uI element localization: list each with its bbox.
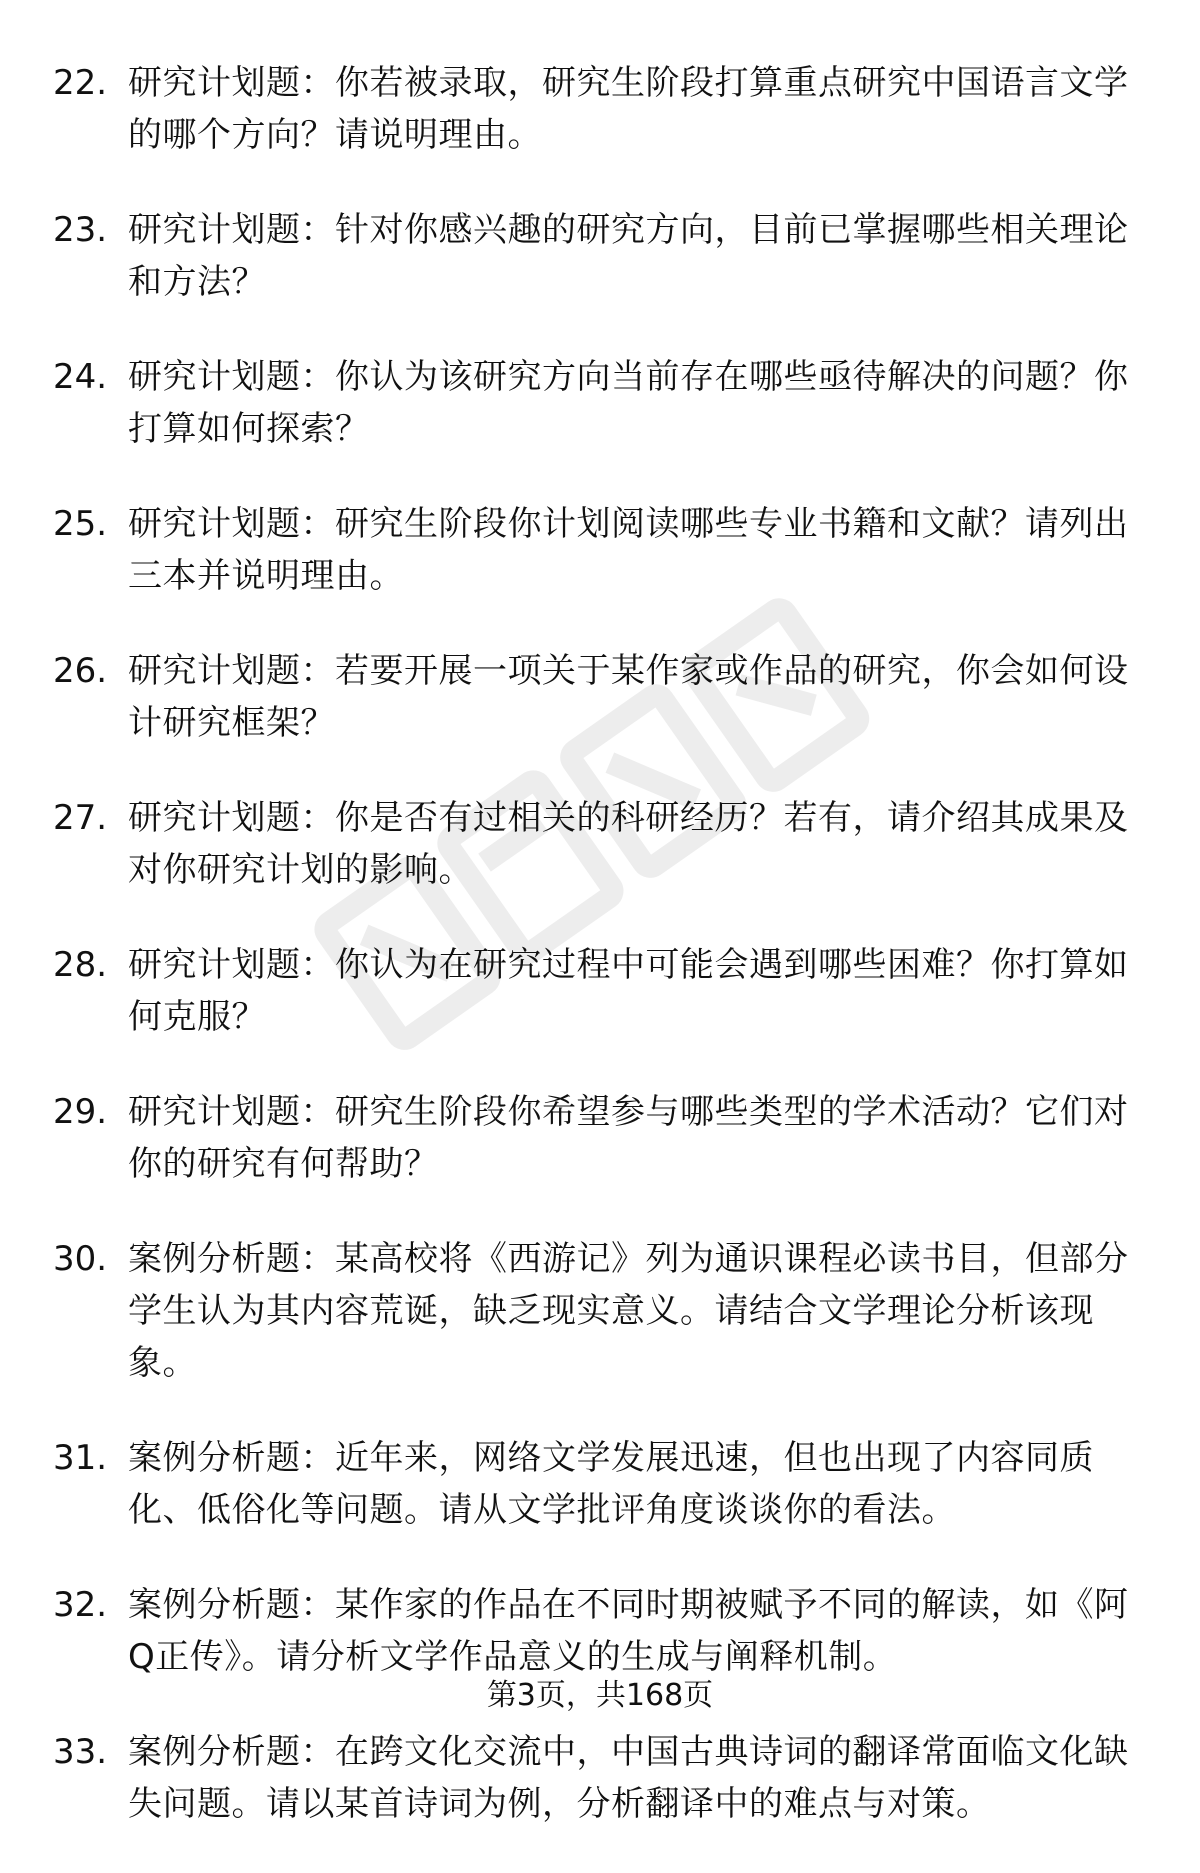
page-footer: 第3页，共168页 xyxy=(486,1678,714,1713)
question-text: 案例分析题：近年来，网络文学发展迅速，但也出现了内容同质化、低俗化等问题。请从文学批评角度谈谈你的看法。 xyxy=(128,1438,1094,1530)
question-text: 案例分析题：某高校将《西游记》列为通识课程必读书目，但部分学生认为其内容荒诞，缺乏现实意义。请结合文学理论分析该现象。 xyxy=(128,1239,1129,1383)
question-number: 30. xyxy=(53,1239,108,1279)
question-number: 27. xyxy=(53,798,108,838)
question-number: 23. xyxy=(53,210,108,250)
question-number: 24. xyxy=(53,357,108,397)
question-item-26 xyxy=(0,645,1200,749)
question-text: 研究计划题：你认为在研究过程中可能会遇到哪些困难？你打算如何克服？ xyxy=(128,945,1129,1037)
question-text: 研究计划题：若要开展一项关于某作家或作品的研究，你会如何设计研究框架？ xyxy=(128,651,1129,743)
question-text: 研究计划题：针对你感兴趣的研究方向，目前已掌握哪些相关理论和方法？ xyxy=(128,210,1129,302)
question-item-24 xyxy=(0,351,1200,455)
question-text: 研究计划题：研究生阶段你计划阅读哪些专业书籍和文献？请列出三本并说明理由。 xyxy=(128,504,1129,596)
question-number: 33. xyxy=(53,1732,108,1772)
question-text: 研究计划题：你是否有过相关的科研经历？若有，请介绍其成果及对你研究计划的影响。 xyxy=(128,798,1129,890)
question-item-27 xyxy=(0,792,1200,896)
question-item-30 xyxy=(0,1233,1200,1389)
question-number: 25. xyxy=(53,504,108,544)
question-list xyxy=(0,57,1200,1873)
question-number: 22. xyxy=(53,63,108,103)
question-item-29 xyxy=(0,1086,1200,1190)
question-text: 研究计划题：你认为该研究方向当前存在哪些亟待解决的问题？你打算如何探索？ xyxy=(128,357,1129,449)
question-number: 32. xyxy=(53,1585,108,1625)
question-item-32 xyxy=(0,1579,1200,1683)
question-item-31 xyxy=(0,1432,1200,1536)
question-text: 研究计划题：你若被录取，研究生阶段打算重点研究中国语言文学的哪个方向？请说明理由。 xyxy=(128,63,1129,155)
question-text: 案例分析题：在跨文化交流中，中国古典诗词的翻译常面临文化缺失问题。请以某首诗词为例，分析翻译中的难点与对策。 xyxy=(128,1732,1129,1824)
question-item-33 xyxy=(0,1726,1200,1830)
question-number: 31. xyxy=(53,1438,108,1478)
question-number: 28. xyxy=(53,945,108,985)
question-item-22 xyxy=(0,57,1200,161)
question-text: 案例分析题：某作家的作品在不同时期被赋予不同的解读，如《阿Q正传》。请分析文学作品意义的生成与阐释机制。 xyxy=(128,1585,1129,1677)
question-item-23 xyxy=(0,204,1200,308)
question-item-28 xyxy=(0,939,1200,1043)
question-number: 29. xyxy=(53,1092,108,1132)
question-item-25 xyxy=(0,498,1200,602)
question-text: 研究计划题：研究生阶段你希望参与哪些类型的学术活动？它们对你的研究有何帮助？ xyxy=(128,1092,1129,1184)
question-number: 26. xyxy=(53,651,108,691)
